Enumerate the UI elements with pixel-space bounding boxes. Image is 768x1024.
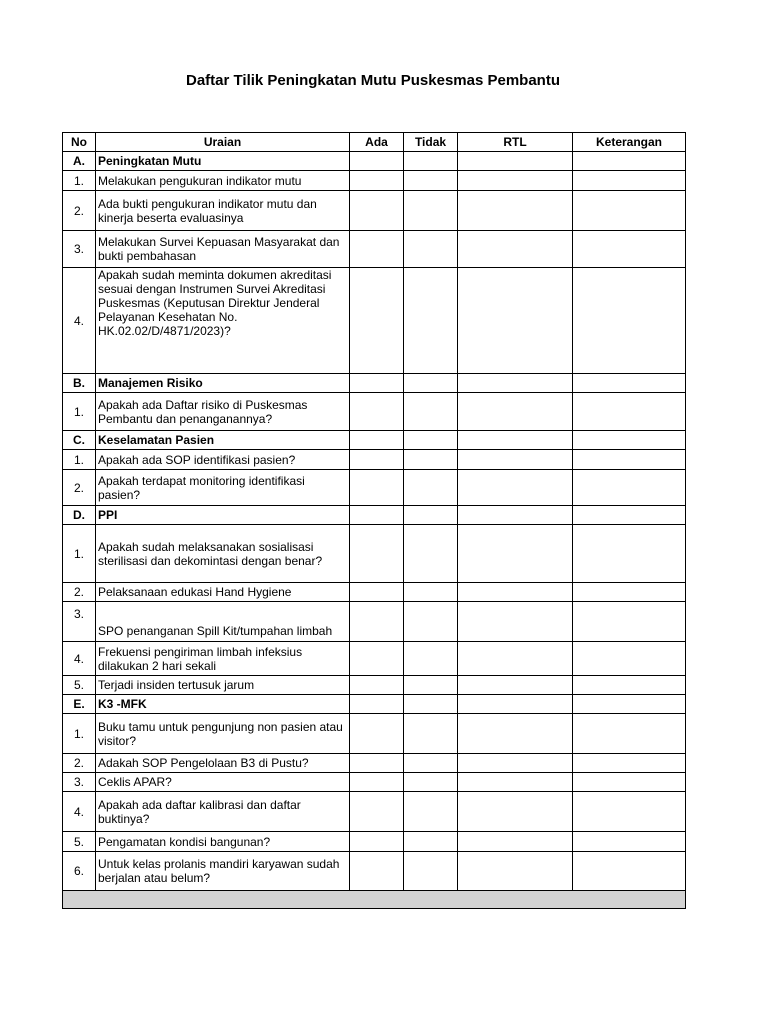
section-no: D. <box>63 506 96 525</box>
table-row <box>63 450 686 470</box>
header-keterangan: Keterangan <box>573 133 686 152</box>
section-row <box>63 152 686 171</box>
rtl-cell[interactable] <box>458 792 573 832</box>
tidak-cell[interactable] <box>404 714 458 754</box>
keterangan-cell[interactable] <box>573 714 686 754</box>
item-text: Apakah terdapat monitoring identifikasi pasien? <box>96 470 350 506</box>
item-no: 2. <box>63 583 96 602</box>
item-no: 2. <box>63 191 96 231</box>
keterangan-cell[interactable] <box>573 374 686 393</box>
rtl-cell[interactable] <box>458 450 573 470</box>
document-title: Daftar Tilik Peningkatan Mutu Puskesmas Pembantu <box>186 72 560 89</box>
tidak-cell[interactable] <box>404 602 458 642</box>
ada-cell[interactable] <box>350 470 404 506</box>
rtl-cell[interactable] <box>458 676 573 695</box>
tidak-cell[interactable] <box>404 695 458 714</box>
item-no: 1. <box>63 525 96 583</box>
tidak-cell[interactable] <box>404 374 458 393</box>
keterangan-cell[interactable] <box>573 642 686 676</box>
rtl-cell[interactable] <box>458 431 573 450</box>
rtl-cell[interactable] <box>458 393 573 431</box>
item-text: Melakukan pengukuran indikator mutu <box>96 171 350 191</box>
rtl-cell[interactable] <box>458 695 573 714</box>
item-text: Adakah SOP Pengelolaan B3 di Pustu? <box>96 754 350 773</box>
header-rtl: RTL <box>458 133 573 152</box>
ada-cell[interactable] <box>350 714 404 754</box>
section-title: Peningkatan Mutu <box>96 152 350 171</box>
section-title: Manajemen Risiko <box>96 374 350 393</box>
section-title: K3 -MFK <box>96 695 350 714</box>
footer-shaded-cell <box>63 891 686 909</box>
table-row <box>63 852 686 891</box>
item-text: Pelaksanaan edukasi Hand Hygiene <box>96 583 350 602</box>
section-title: Keselamatan Pasien <box>96 431 350 450</box>
checklist-table <box>62 132 686 909</box>
keterangan-cell[interactable] <box>573 792 686 832</box>
item-text: Apakah ada Daftar risiko di Puskesmas Pembantu dan penanganannya? <box>96 393 350 431</box>
rtl-cell[interactable] <box>458 506 573 525</box>
keterangan-cell[interactable] <box>573 470 686 506</box>
ada-cell[interactable] <box>350 231 404 268</box>
keterangan-cell[interactable] <box>573 852 686 891</box>
table-row <box>63 602 686 642</box>
table-row <box>63 231 686 268</box>
item-no: 1. <box>63 450 96 470</box>
rtl-cell[interactable] <box>458 525 573 583</box>
keterangan-cell[interactable] <box>573 393 686 431</box>
item-no: 4. <box>63 268 96 374</box>
item-text: Ceklis APAR? <box>96 773 350 792</box>
table-row <box>63 642 686 676</box>
tidak-cell[interactable] <box>404 773 458 792</box>
keterangan-cell[interactable] <box>573 191 686 231</box>
rtl-cell[interactable] <box>458 268 573 374</box>
rtl-cell[interactable] <box>458 583 573 602</box>
ada-cell[interactable] <box>350 374 404 393</box>
rtl-cell[interactable] <box>458 773 573 792</box>
tidak-cell[interactable] <box>404 525 458 583</box>
item-no: 2. <box>63 470 96 506</box>
keterangan-cell[interactable] <box>573 602 686 642</box>
tidak-cell[interactable] <box>404 231 458 268</box>
ada-cell[interactable] <box>350 676 404 695</box>
item-text: Pengamatan kondisi bangunan? <box>96 832 350 852</box>
tidak-cell[interactable] <box>404 676 458 695</box>
rtl-cell[interactable] <box>458 832 573 852</box>
table-row <box>63 191 686 231</box>
section-row <box>63 695 686 714</box>
rtl-cell[interactable] <box>458 374 573 393</box>
ada-cell[interactable] <box>350 393 404 431</box>
keterangan-cell[interactable] <box>573 152 686 171</box>
table-row <box>63 676 686 695</box>
item-no: 1. <box>63 393 96 431</box>
item-text: Buku tamu untuk pengunjung non pasien atau visitor? <box>96 714 350 754</box>
table-row <box>63 714 686 754</box>
table-row <box>63 792 686 832</box>
section-no: B. <box>63 374 96 393</box>
item-no: 1. <box>63 171 96 191</box>
ada-cell[interactable] <box>350 506 404 525</box>
keterangan-cell[interactable] <box>573 676 686 695</box>
rtl-cell[interactable] <box>458 231 573 268</box>
tidak-cell[interactable] <box>404 431 458 450</box>
tidak-cell[interactable] <box>404 171 458 191</box>
section-title: PPI <box>96 506 350 525</box>
footer-row <box>63 891 686 909</box>
item-text: Untuk kelas prolanis mandiri karyawan sudah berjalan atau belum? <box>96 852 350 891</box>
rtl-cell[interactable] <box>458 754 573 773</box>
header-no: No <box>63 133 96 152</box>
item-text: Apakah sudah meminta dokumen akreditasi sesuai dengan Instrumen Survei Akreditasi Puskesmas (Keputusan Direktur Jenderal Pelayanan Kesehatan No. HK.02.02/D/4871/2023)? <box>96 268 350 374</box>
item-no: 3. <box>63 231 96 268</box>
tidak-cell[interactable] <box>404 506 458 525</box>
item-text: Apakah sudah melaksanakan sosialisasi sterilisasi dan dekomintasi dengan benar? <box>96 525 350 583</box>
rtl-cell[interactable] <box>458 714 573 754</box>
tidak-cell[interactable] <box>404 583 458 602</box>
item-no: 2. <box>63 754 96 773</box>
tidak-cell[interactable] <box>404 792 458 832</box>
tidak-cell[interactable] <box>404 470 458 506</box>
table-header-row <box>63 133 686 152</box>
ada-cell[interactable] <box>350 191 404 231</box>
rtl-cell[interactable] <box>458 602 573 642</box>
table-row <box>63 832 686 852</box>
tidak-cell[interactable] <box>404 268 458 374</box>
section-row <box>63 506 686 525</box>
keterangan-cell[interactable] <box>573 171 686 191</box>
tidak-cell[interactable] <box>404 393 458 431</box>
ada-cell[interactable] <box>350 832 404 852</box>
ada-cell[interactable] <box>350 773 404 792</box>
table-row <box>63 393 686 431</box>
item-text: SPO penanganan Spill Kit/tumpahan limbah <box>96 602 350 642</box>
item-no: 5. <box>63 676 96 695</box>
ada-cell[interactable] <box>350 152 404 171</box>
item-no: 4. <box>63 792 96 832</box>
tidak-cell[interactable] <box>404 852 458 891</box>
ada-cell[interactable] <box>350 268 404 374</box>
ada-cell[interactable] <box>350 583 404 602</box>
table-row <box>63 470 686 506</box>
ada-cell[interactable] <box>350 450 404 470</box>
ada-cell[interactable] <box>350 695 404 714</box>
rtl-cell[interactable] <box>458 171 573 191</box>
keterangan-cell[interactable] <box>573 773 686 792</box>
ada-cell[interactable] <box>350 171 404 191</box>
section-row <box>63 374 686 393</box>
keterangan-cell[interactable] <box>573 832 686 852</box>
ada-cell[interactable] <box>350 431 404 450</box>
table-row <box>63 525 686 583</box>
item-no: 4. <box>63 642 96 676</box>
keterangan-cell[interactable] <box>573 268 686 374</box>
ada-cell[interactable] <box>350 852 404 891</box>
keterangan-cell[interactable] <box>573 695 686 714</box>
tidak-cell[interactable] <box>404 754 458 773</box>
rtl-cell[interactable] <box>458 852 573 891</box>
ada-cell[interactable] <box>350 602 404 642</box>
section-no: A. <box>63 152 96 171</box>
section-no: E. <box>63 695 96 714</box>
item-text: Apakah ada SOP identifikasi pasien? <box>96 450 350 470</box>
keterangan-cell[interactable] <box>573 231 686 268</box>
rtl-cell[interactable] <box>458 642 573 676</box>
table-row <box>63 171 686 191</box>
keterangan-cell[interactable] <box>573 754 686 773</box>
header-uraian: Uraian <box>96 133 350 152</box>
item-no: 5. <box>63 832 96 852</box>
header-ada: Ada <box>350 133 404 152</box>
ada-cell[interactable] <box>350 754 404 773</box>
keterangan-cell[interactable] <box>573 525 686 583</box>
ada-cell[interactable] <box>350 525 404 583</box>
ada-cell[interactable] <box>350 642 404 676</box>
item-text: Ada bukti pengukuran indikator mutu dan kinerja beserta evaluasinya <box>96 191 350 231</box>
keterangan-cell[interactable] <box>573 431 686 450</box>
section-row <box>63 431 686 450</box>
table-row <box>63 268 686 374</box>
item-text: Apakah ada daftar kalibrasi dan daftar buktinya? <box>96 792 350 832</box>
table-row <box>63 773 686 792</box>
rtl-cell[interactable] <box>458 152 573 171</box>
ada-cell[interactable] <box>350 792 404 832</box>
keterangan-cell[interactable] <box>573 450 686 470</box>
item-no: 3. <box>63 602 96 642</box>
keterangan-cell[interactable] <box>573 583 686 602</box>
table-row <box>63 754 686 773</box>
item-text: Melakukan Survei Kepuasan Masyarakat dan bukti pembahasan <box>96 231 350 268</box>
tidak-cell[interactable] <box>404 832 458 852</box>
section-no: C. <box>63 431 96 450</box>
tidak-cell[interactable] <box>404 450 458 470</box>
rtl-cell[interactable] <box>458 470 573 506</box>
item-text: Frekuensi pengiriman limbah infeksius dilakukan 2 hari sekali <box>96 642 350 676</box>
rtl-cell[interactable] <box>458 191 573 231</box>
table-row <box>63 583 686 602</box>
tidak-cell[interactable] <box>404 152 458 171</box>
item-text: Terjadi insiden tertusuk jarum <box>96 676 350 695</box>
header-tidak: Tidak <box>404 133 458 152</box>
tidak-cell[interactable] <box>404 191 458 231</box>
keterangan-cell[interactable] <box>573 506 686 525</box>
item-no: 1. <box>63 714 96 754</box>
item-no: 6. <box>63 852 96 891</box>
tidak-cell[interactable] <box>404 642 458 676</box>
item-no: 3. <box>63 773 96 792</box>
